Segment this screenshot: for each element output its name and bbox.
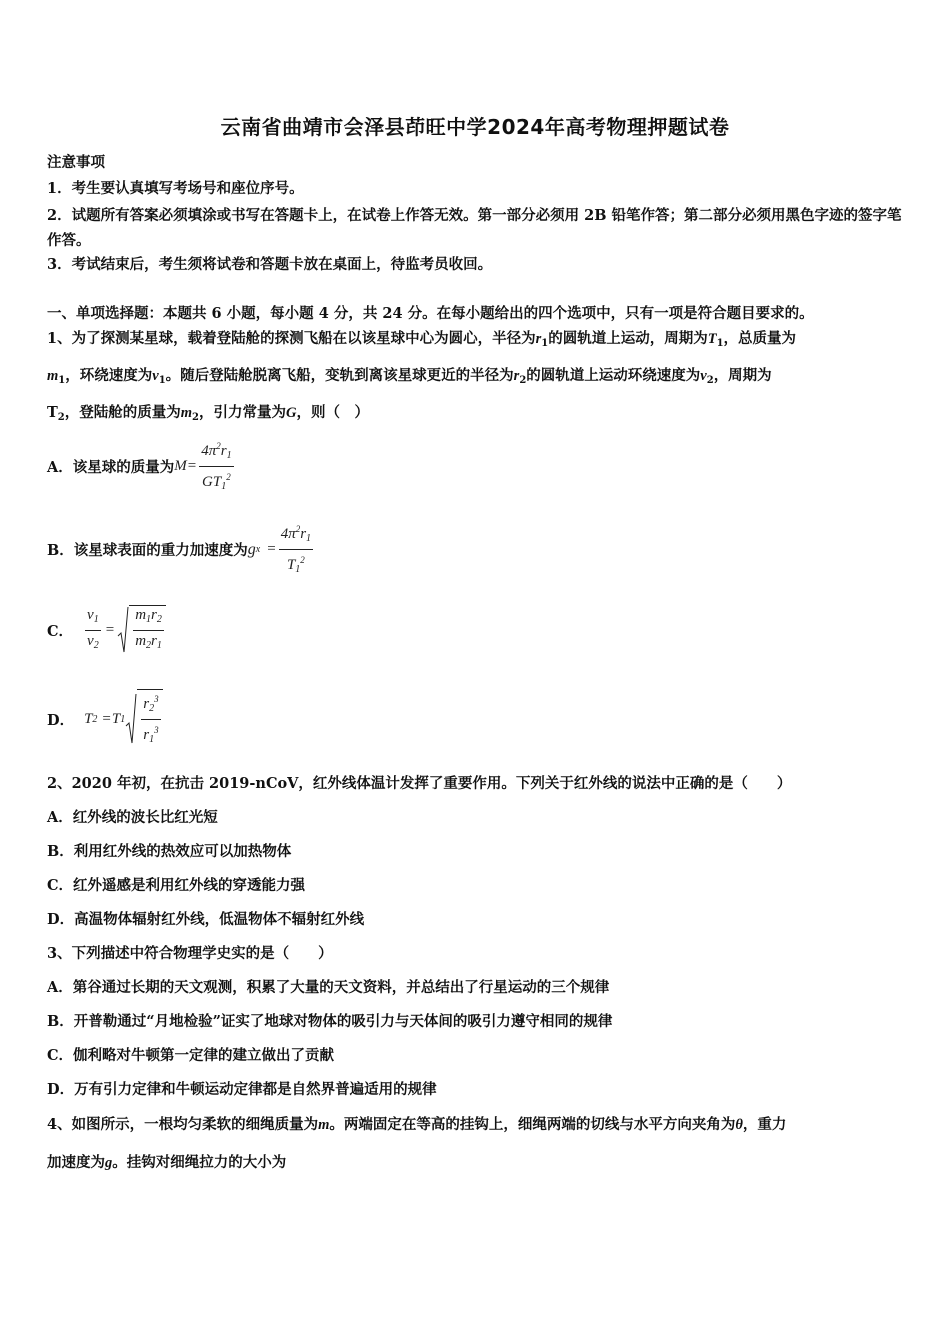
q3-option-a: A．第谷通过长期的天文观测，积累了大量的天文资料，并总结出了行星运动的三个规律 [47, 979, 610, 996]
notice-heading: 注意事项 [47, 154, 105, 171]
formula-c: $\frac{v_1}{v_2}$ = $\frac{m_1r_2}{m_2r_1}$ [83, 605, 166, 655]
page-title: 云南省曲靖市会泽县茚旺中学2024年高考物理押题试卷 [220, 115, 730, 139]
q1-line-1: 1、为了探测某星球，载着登陆舱的探测飞船在以该星球中心为圆心，半径为$r_1$的圆轨道上运动，周期为$T_1$，总质量为 [47, 330, 797, 349]
formula-a: M = $\frac{4\pi^2r_1}{GT_1^2}$ [174, 437, 235, 496]
q1-option-b: B．该星球表面的重力加速度为 g x = $\frac{4\pi^2r_1}{T_1^2}$ [47, 520, 315, 579]
section-heading: 一、单项选择题：本题共 6 小题，每小题 4 分，共 24 分。在每小题给出的四个选项中，只有一项是符合题目要求的。 [47, 305, 814, 322]
q2-option-d: D．高温物体辐射红外线，低温物体不辐射红外线 [47, 911, 365, 928]
notice-item-1: 1．考生要认真填写考场号和座位序号。 [47, 180, 304, 197]
sqrt-symbol-c [117, 606, 129, 654]
q1-option-c: C． $\frac{v_1}{v_2}$ = $\frac{m_1r_2}{m_2r_1}$ [47, 605, 166, 655]
q1-line-3: $T_2$，登陆舱的质量为$m_2$，引力常量为G，则（ ） [47, 404, 369, 423]
q1-option-d: D． T 2 = T 1 $\frac{r_2^3}{r_1^3}$ [47, 689, 163, 749]
q3-option-b: B．开普勒通过“月地检验”证实了地球对物体的吸引力与天体间的吸引力遵守相同的规律 [47, 1013, 613, 1030]
q2-option-b: B．利用红外线的热效应可以加热物体 [47, 843, 292, 860]
notice-item-2: 2．试题所有答案必须填涂或书写在答题卡上，在试卷上作答无效。第一部分必须用 2B 铅笔作答；第二部分必须用黑色字迹的签字笔作答。 [47, 207, 902, 249]
notice-item-3: 3．考试结束后，考生须将试卷和答题卡放在桌面上，待监考员收回。 [47, 256, 493, 273]
q2-stem: 2、2020 年初，在抗击 2019-nCoV，红外线体温计发挥了重要作用。下列关于红外线的说法中正确的是（ ） [47, 775, 792, 792]
q3-stem: 3、下列描述中符合物理学史实的是（ ） [47, 945, 333, 962]
q2-option-a: A．红外线的波长比红光短 [47, 809, 218, 826]
q4-line-2: 加速度为g。挂钩对细绳拉力的大小为 [47, 1154, 287, 1171]
q1-option-a: A．该星球的质量为 M = $\frac{4\pi^2r_1}{GT_1^2}$ [47, 437, 236, 496]
formula-d: T 2 = T 1 $\frac{r_2^3}{r_1^3}$ [84, 689, 163, 749]
q4-line-1: 4、如图所示，一根均匀柔软的细绳质量为m。两端固定在等高的挂钩上，细绳两端的切线与水平方向夹角为θ，重力 [47, 1116, 787, 1133]
sqrt-symbol-d [125, 693, 137, 745]
q1-line-2: $m_1$，环绕速度为$v_1$。随后登陆舱脱离飞船，变轨到离该星球更近的半径为$r_2$的圆轨道上运动环绕速度为$v_2$，周期为 [47, 367, 772, 386]
q2-option-c: C．红外遥感是利用红外线的穿透能力强 [47, 877, 306, 894]
q3-option-c: C．伽利略对牛顿第一定律的建立做出了贡献 [47, 1047, 335, 1064]
q3-option-d: D．万有引力定律和牛顿运动定律都是自然界普遍适用的规律 [47, 1081, 437, 1098]
formula-b: g x = $\frac{4\pi^2r_1}{T_1^2}$ [248, 520, 315, 579]
